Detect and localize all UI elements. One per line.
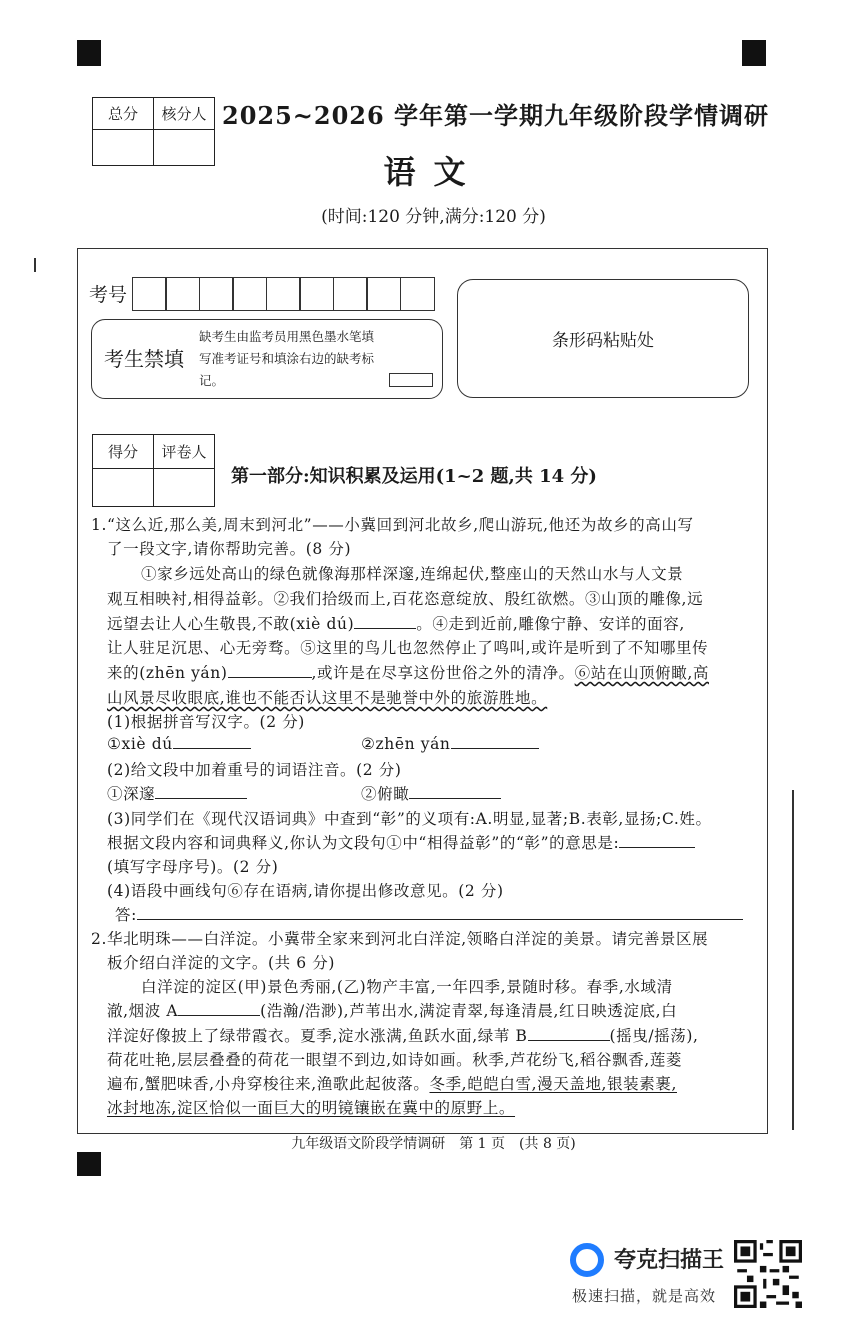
- q2-para-line5a: 遍布,蟹肥味香,小舟穿梭往来,渔歌此起彼落。: [107, 1075, 430, 1093]
- q2-para-line2a: 澈,烟波 A: [107, 1002, 179, 1020]
- grader-cell[interactable]: [154, 469, 215, 507]
- answer-label: 答:: [115, 906, 137, 924]
- q1-para-line6: 山风景尽收眼底,谁也不能否认这里不是驰誉中外的旅游胜地。: [107, 689, 548, 707]
- forbid-title: 考生禁填: [104, 347, 184, 371]
- q1-sub1-b: [361, 734, 539, 753]
- corner-mark-bottom-left: [77, 1152, 101, 1176]
- q1-underlined-sentence-start: ⑥站在山顶俯瞰,高: [574, 664, 709, 682]
- q1-sub1-a: [107, 734, 251, 753]
- blank-b[interactable]: [528, 1026, 610, 1041]
- q2-para-line3b: (摇曳/摇荡),: [609, 1027, 699, 1045]
- answer-blank-1b[interactable]: [451, 734, 539, 749]
- q1-para-line3a: 远望去让人心生敬畏,不敢(xiè dú): [107, 615, 355, 633]
- q2-para-line4: 荷花吐艳,层层叠叠的荷花一眼望不到边,如诗如画。秋季,芦花纷飞,稻谷飘香,莲菱: [107, 1051, 683, 1069]
- margin-tick: [34, 258, 36, 272]
- margin-line-right: [792, 790, 794, 1130]
- q1-sub3-line2-text: 根据文段内容和词典释义,你认为文段句①中“相得益彰”的“彰”的意思是:: [107, 834, 620, 852]
- section-score-cell[interactable]: [93, 469, 154, 507]
- corner-mark-top-left: [77, 40, 101, 66]
- q1-sub2-a-label: ①深邃: [107, 785, 156, 803]
- q1-sub3-line2: [107, 831, 695, 853]
- barcode-label: 条形码粘贴处: [552, 331, 654, 351]
- q2-underlined-start: 冬季,皑皑白雪,漫天盖地,银装素裹,: [429, 1075, 677, 1093]
- answer-blank-1a[interactable]: [173, 734, 251, 749]
- absence-mark-box[interactable]: [389, 373, 433, 387]
- answer-blank-3[interactable]: [619, 833, 695, 848]
- q1-sub4: (4)语段中画线句⑥存在语病,请你提出修改意见。(2 分): [107, 882, 504, 900]
- q1-sub3-line3: (填写字母序号)。(2 分): [107, 858, 279, 876]
- quark-logo-icon: [570, 1243, 604, 1277]
- q1-para-line3: [107, 612, 685, 634]
- q1-sub2-b: [361, 782, 501, 804]
- q2-para-line3a: 洋淀好像披上了绿带霞衣。夏季,淀水涨满,鱼跃水面,绿苇 B: [107, 1027, 528, 1045]
- q1-sub1: (1)根据拼音写汉字。(2 分): [107, 713, 305, 731]
- blank-a[interactable]: [178, 1001, 260, 1016]
- blank-xiedu[interactable]: [354, 614, 416, 629]
- qr-code-icon: [734, 1240, 802, 1308]
- section-score-header: 得分: [93, 435, 154, 469]
- q1-para-line4: 让人驻足沉思、心无旁骛。⑤这里的鸟儿也忽然停止了鸣叫,或许是听到了不知哪里传: [107, 639, 709, 657]
- scanner-brand: 夸克扫描王: [614, 1248, 725, 1273]
- q1-line1: 1.“这么近,那么美,周末到河北”——小冀回到河北故乡,爬山游玩,他还为故乡的高山写: [91, 516, 694, 534]
- q1-para-line1: ①家乡远处高山的绿色就像海那样深邃,连绵起伏,整座山的天然山水与人文景: [141, 565, 684, 583]
- answer-blank-2a[interactable]: [155, 784, 247, 799]
- forbid-instructions: 缺考生由监考员用黑色墨水笔填写准考证号和填涂右边的缺考标记。: [199, 329, 375, 388]
- q2-para-line1: 白洋淀的淀区(甲)景色秀丽,(乙)物产丰富,一年四季,景随时移。春季,水域清: [141, 978, 673, 996]
- q1-para-line5a: 来的(zhēn yán): [107, 664, 228, 682]
- q1-answer-line: [115, 903, 743, 925]
- exam-number-box[interactable]: [366, 277, 401, 311]
- q1-sub2-a: [107, 782, 247, 804]
- answer-blank-4[interactable]: [137, 905, 743, 920]
- exam-number-boxes[interactable]: [133, 277, 435, 311]
- answer-blank-2b[interactable]: [409, 784, 501, 799]
- exam-number-box[interactable]: [232, 277, 267, 311]
- scanner-slogan: 极速扫描，就是高效: [572, 1287, 717, 1305]
- q1-line2: 了一段文字,请你帮助完善。(8 分): [107, 540, 352, 558]
- q1-sub3-line1: (3)同学们在《现代汉语词典》中查到“彰”的义项有:A.明显,显著;B.表彰,显扬;C.姓。: [107, 810, 712, 828]
- barcode-area: [457, 279, 749, 398]
- exam-number-box[interactable]: [132, 277, 167, 311]
- exam-number-box[interactable]: [333, 277, 368, 311]
- exam-number-box[interactable]: [299, 277, 334, 311]
- q1-sub2-b-label: ②俯瞰: [361, 785, 410, 803]
- time-info: (时间:120 分钟,满分:120 分): [321, 207, 546, 227]
- q1-sub2: (2)给文段中加着重号的词语注音。(2 分): [107, 761, 402, 779]
- section-title: 第一部分:知识积累及运用(1~2 题,共 14 分): [231, 466, 597, 487]
- exam-number-label: 考号: [89, 284, 128, 306]
- subject-title: 语文: [383, 153, 484, 191]
- q2-para-line5: [107, 1072, 677, 1094]
- q1-para-line5b: ,或许是在尽享这份世俗之外的清净。: [311, 664, 575, 682]
- section-score-table: [92, 434, 215, 507]
- q2-para-line6: 冰封地冻,淀区恰似一面巨大的明镜镶嵌在冀中的原野上。: [107, 1099, 516, 1117]
- q2-para-line2b: (浩瀚/浩渺),芦苇出水,满淀青翠,每逢清晨,红日映透淀底,白: [260, 1002, 678, 1020]
- page-footer: 九年级语文阶段学情调研 第 1 页 (共 8 页): [291, 1136, 576, 1152]
- q1-para-line3b: 。④走到近前,雕像宁静、安详的面容,: [416, 615, 685, 633]
- exam-title: 2025~2026 学年第一学期九年级阶段学情调研: [222, 101, 770, 130]
- checker-header: 核分人: [154, 98, 215, 130]
- exam-number-box[interactable]: [199, 277, 234, 311]
- exam-number-box[interactable]: [400, 277, 435, 311]
- blank-zhenyan[interactable]: [228, 663, 312, 678]
- q1-sub1-a-label: ①xiè dú: [107, 735, 173, 753]
- q1-para-line2: 观互相映衬,相得益彰。②我们拾级而上,百花恣意绽放、殷红欲燃。③山顶的雕像,远: [107, 590, 704, 608]
- q2-para-line3: [107, 1024, 699, 1046]
- total-score-header: 总分: [93, 98, 154, 130]
- q2-para-line2: [107, 999, 677, 1021]
- q2-line2: 板介绍白洋淀的文字。(共 6 分): [107, 954, 336, 972]
- q1-sub1-b-label: ②zhēn yán: [361, 735, 451, 753]
- exam-number-box[interactable]: [165, 277, 200, 311]
- q2-line1: 2.华北明珠——白洋淀。小冀带全家来到河北白洋淀,领略白洋淀的美景。请完善景区展: [91, 930, 709, 948]
- grader-header: 评卷人: [154, 435, 215, 469]
- corner-mark-top-right: [742, 40, 766, 66]
- exam-number-box[interactable]: [266, 277, 301, 311]
- q1-para-line5: [107, 661, 709, 683]
